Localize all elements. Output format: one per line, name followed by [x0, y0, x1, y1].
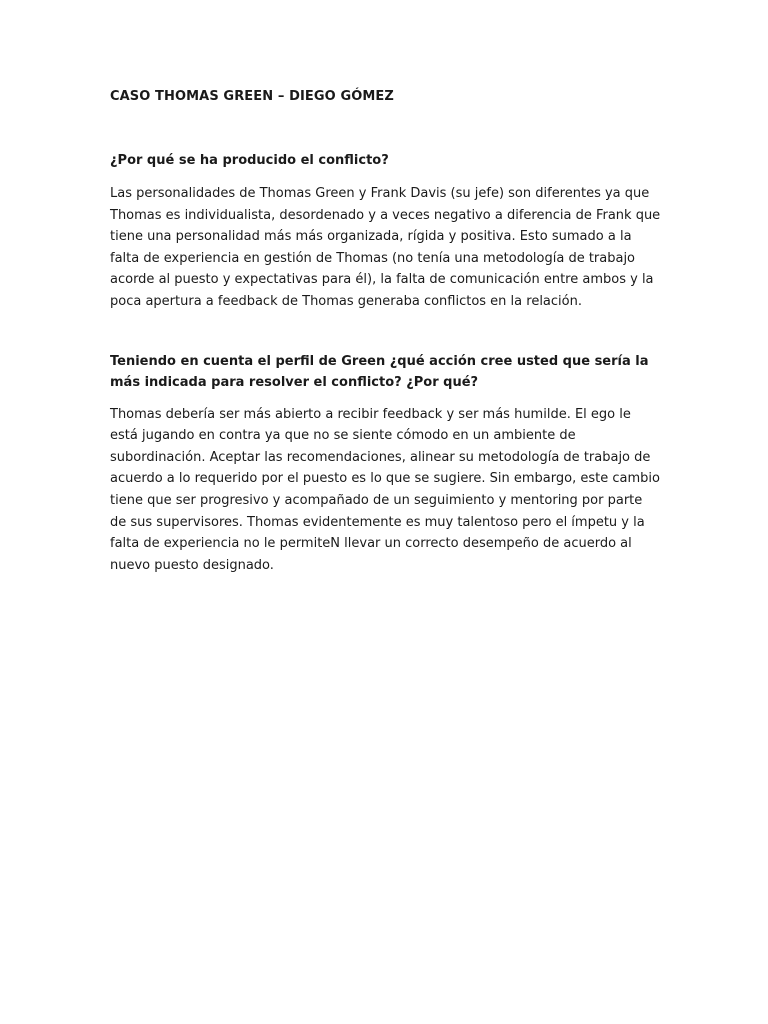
answer-1: Las personalidades de Thomas Green y Frank Davis (su jefe) son diferentes ya que Thomas es individualista, desordenado y a veces negativo a diferencia de Frank que tiene una personalidad más más organizada, rígida y positiva. Esto sumado a la falta de experiencia en gestión de Thomas (no tenía una metodología de trabajo acorde al puesto y expectativas para él), la falta de comunicación entre ambos y la poca apertura a feedback de Thomas generaba conflictos en la relación. [110, 186, 661, 309]
question-2: Teniendo en cuenta el perfil de Green ¿qué acción cree usted que sería la más indicada para resolver el conflicto? ¿Por qué? [110, 353, 649, 390]
answer-2: Thomas debería ser más abierto a recibir feedback y ser más humilde. El ego le está jugando en contra ya que no se siente cómodo en un ambiente de subordinación. Aceptar las recomendaciones, alinear su metodología de trabajo de acuerdo a lo requerido por el puesto es lo que se sugiere. Sin embargo, este cambio tiene que ser progresivo y acompañado de un seguimiento y mentoring por parte de sus supervisores. Thomas evidentemente es muy talentoso pero el ímpetu y la falta de experiencia no le permiteN llevar un correcto desempeño de acuerdo al nuevo puesto designado. [110, 406, 660, 573]
document-title: CASO THOMAS GREEN – DIEGO GÓMEZ [110, 89, 394, 104]
document-body [110, 87, 662, 576]
question-1: ¿Por qué se ha producido el conflicto? [110, 153, 389, 168]
